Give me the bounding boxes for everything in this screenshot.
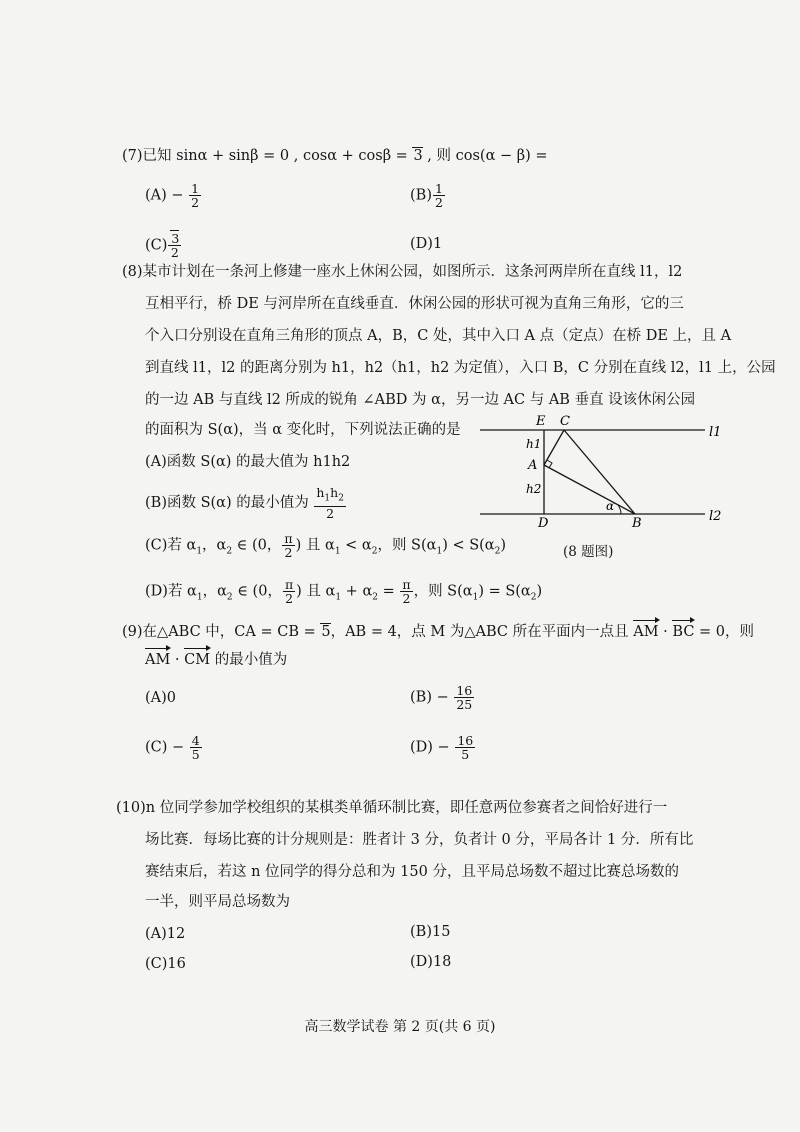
q8-figure xyxy=(480,410,730,530)
q9-option-d: (D) − $\frac{16}{5}$ xyxy=(410,733,474,762)
segment-ac xyxy=(544,430,564,465)
segment-cb xyxy=(564,430,635,514)
q9-stem-1: (9)在△ABC 中，CA = CB = 5，AB = 4，点 M 为△ABC 所在平面内一点且 AM · BC = 0，则 xyxy=(122,624,755,640)
page-footer: 高三数学试卷 第 2 页(共 6 页) xyxy=(304,1019,496,1035)
q8-figure-caption: (8 题图) xyxy=(563,544,614,560)
q10-option-c: (C)16 xyxy=(145,956,186,972)
q9-option-b: (B) − $\frac{16}{25}$ xyxy=(410,683,473,712)
q10-option-a: (A)12 xyxy=(145,926,186,942)
q10-line-4: 一半，则平局总场数为 xyxy=(145,894,290,910)
q10-line-3: 赛结束后，若这 n 位同学的得分总和为 150 分，且平局总场数不超过比赛总场数的 xyxy=(145,864,679,880)
q8-line-5: 的一边 AB 与直线 l2 所成的锐角 ∠ABD 为 α，另一边 AC 与 AB 垂直 设该休闲公园 xyxy=(145,392,696,408)
q7-option-b: (B) $\frac{1}{2}$ xyxy=(410,181,443,210)
q8-option-d: (D)若 $\alpha_1$，$\alpha_2$ ∈ (0， $\frac{\pi}{2}$ ) 且 $\alpha_1 + \alpha_2$ = $\frac{\pi}{2}$ ，则 $S(\alpha_1) = S(\alpha_2)$ xyxy=(145,577,543,606)
segment-ab xyxy=(544,465,635,514)
label-h2: h2 xyxy=(526,482,542,496)
q8-line-6: 的面积为 S(α)，当 α 变化时，下列说法正确的是 xyxy=(145,422,461,438)
q9-option-a: (A)0 xyxy=(145,690,177,706)
q8-line-4: 到直线 l1，l2 的距离分别为 h1，h2（h1，h2 为定值），入口 B，C 分别在直线 l2，l1 上，公园 xyxy=(145,360,776,376)
q8-option-b: (B)函数 S(α) 的最小值为 $\frac{h_1h_2}{2}$ xyxy=(145,485,344,521)
q8-option-c: (C)若 $\alpha_1$，$\alpha_2$ ∈ (0， $\frac{\pi}{2}$ ) 且 $\alpha_1 < \alpha_2$，则 $S(\alpha_1) < S(\alpha_2)$ xyxy=(145,531,507,560)
q7-option-d: (D)1 xyxy=(410,236,443,252)
label-d: D xyxy=(538,516,549,530)
q9-option-c: (C) − $\frac{4}{5}$ xyxy=(145,733,200,762)
q8-line-1: (8)某市计划在一条河上修建一座水上休闲公园，如图所示．这条河两岸所在直线 l1，l2 xyxy=(122,264,683,280)
q7-option-c: (C) $\frac{3}{2}$ xyxy=(145,231,180,260)
label-l2: l2 xyxy=(709,509,722,524)
label-e: E xyxy=(536,414,546,429)
label-l1: l1 xyxy=(709,425,722,440)
label-a: A xyxy=(528,458,538,473)
q8-line-2: 互相平行，桥 DE 与河岸所在直线垂直．休闲公园的形状可视为直角三角形，它的三 xyxy=(145,296,684,312)
q8-option-a: (A)函数 S(α) 的最大值为 h1h2 xyxy=(145,454,351,470)
label-alpha: α xyxy=(606,499,615,513)
label-h1: h1 xyxy=(526,437,542,451)
q7-stem: (7)已知 sinα + sinβ = 0 , cosα + cosβ = 3 , 则 cos(α − β) = xyxy=(122,148,548,164)
q8-line-3: 个入口分别设在直角三角形的顶点 A，B，C 处，其中入口 A 点（定点）在桥 DE 上，且 A xyxy=(145,328,732,344)
q10-line-1: (10)n 位同学参加学校组织的某棋类单循环制比赛，即任意两位参赛者之间恰好进行一 xyxy=(116,800,668,816)
label-b: B xyxy=(632,516,642,530)
q7-option-a: (A) − $\frac{1}{2}$ xyxy=(145,181,200,210)
q10-option-b: (B)15 xyxy=(410,924,451,940)
q10-option-d: (D)18 xyxy=(410,954,452,970)
label-c: C xyxy=(560,414,570,429)
q9-stem-2: AM · CM 的最小值为 xyxy=(145,652,288,668)
q10-line-2: 场比赛．每场比赛的计分规则是：胜者计 3 分，负者计 0 分，平局各计 1 分．所有比 xyxy=(145,832,694,848)
